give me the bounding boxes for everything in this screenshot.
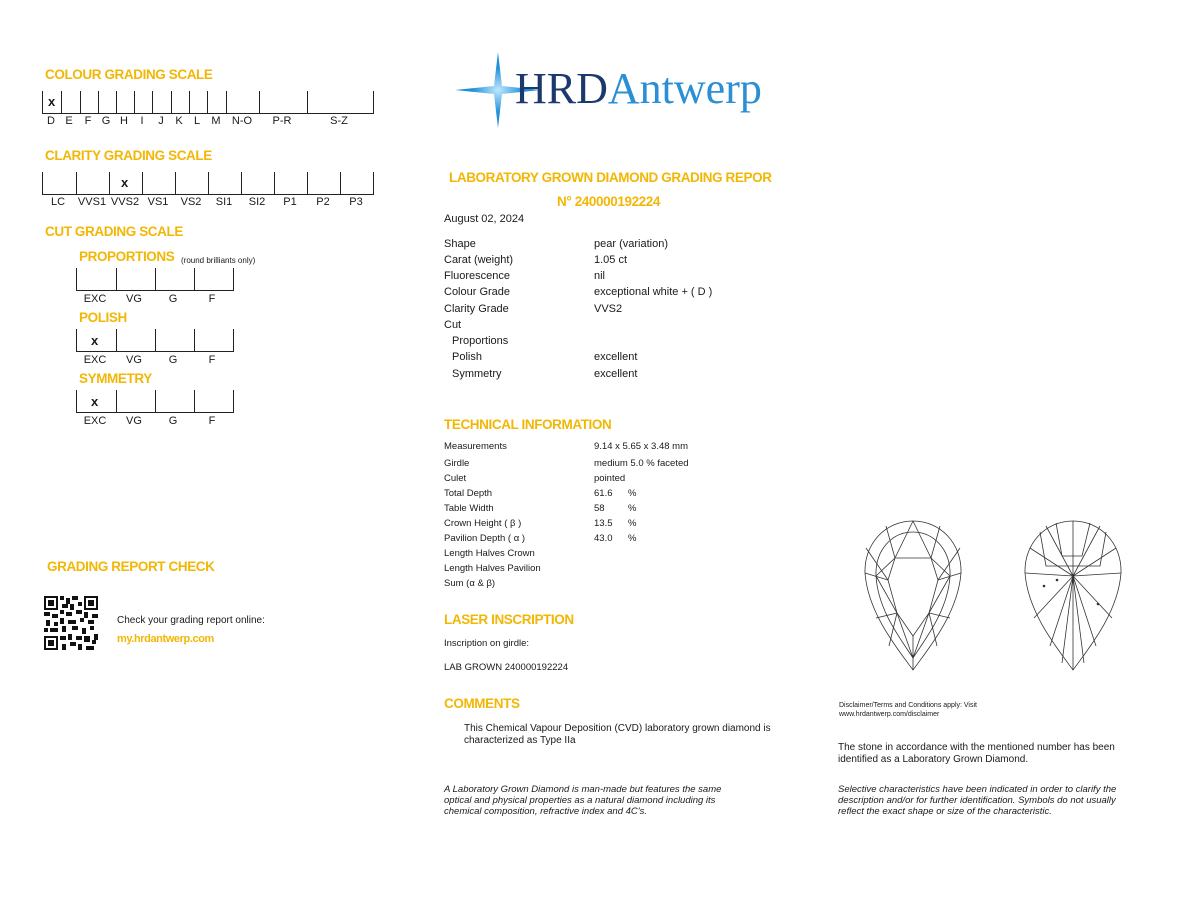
row-label-proportions: Proportions bbox=[452, 335, 509, 347]
grading-check-title: GRADING REPORT CHECK bbox=[47, 559, 215, 574]
comments-text: This Chemical Vapour Deposition (CVD) laboratory grown diamond is characterized as Type IIa bbox=[464, 723, 771, 746]
row-label-cut: Cut bbox=[444, 319, 462, 331]
laser-title: LASER INSCRIPTION bbox=[444, 612, 574, 627]
colour-label: D bbox=[47, 115, 55, 127]
clarity-scale-box bbox=[42, 172, 374, 195]
qr-code-icon[interactable] bbox=[44, 596, 98, 650]
colour-label: L bbox=[193, 115, 201, 127]
tech-label: Table Width bbox=[444, 503, 494, 514]
proportions-title: PROPORTIONS bbox=[79, 249, 175, 264]
cut-label: VG bbox=[126, 354, 142, 366]
row-value-fluorescence: nil bbox=[594, 270, 606, 282]
cut-label: G bbox=[168, 354, 178, 366]
clarity-scale-labels bbox=[42, 196, 382, 210]
row-label-symmetry: Symmetry bbox=[452, 368, 502, 380]
tech-value: medium 5.0 % faceted bbox=[594, 458, 689, 469]
row-value-clarity-grade: VVS2 bbox=[594, 303, 623, 315]
crown-diagram-icon bbox=[862, 518, 964, 672]
tech-label: Sum (α & β) bbox=[444, 578, 496, 589]
clarity-label: P3 bbox=[349, 196, 363, 208]
tech-label: Measurements bbox=[444, 441, 507, 452]
grading-check-link[interactable]: my.hrdantwerp.com bbox=[117, 633, 214, 645]
polish-scale-box bbox=[76, 329, 234, 352]
disclaimer-line1: Disclaimer/Terms and Conditions apply: Visit bbox=[839, 702, 977, 709]
clarity-label: VVS2 bbox=[110, 196, 140, 208]
tech-unit: % bbox=[628, 503, 637, 514]
clarity-label: VS2 bbox=[180, 196, 202, 208]
report-date: August 02, 2024 bbox=[444, 213, 525, 225]
tech-unit: % bbox=[628, 488, 637, 499]
clarity-label: SI2 bbox=[248, 196, 266, 208]
row-label-carat: Carat (weight) bbox=[444, 254, 514, 266]
colour-scale-title: COLOUR GRADING SCALE bbox=[45, 67, 213, 82]
colour-label: G bbox=[101, 115, 111, 127]
logo-text-antwerp: Antwerp bbox=[607, 64, 762, 113]
footnote-left: A Laboratory Grown Diamond is man-made but features the same optical and physical properties as a natural diamond including its chemical composition, refractive index and 4C's. bbox=[444, 784, 722, 817]
colour-label: I bbox=[140, 115, 144, 127]
colour-label: E bbox=[65, 115, 73, 127]
cut-label: EXC bbox=[83, 354, 107, 366]
tech-value: pointed bbox=[594, 473, 626, 484]
tech-value: 61.6 bbox=[594, 488, 613, 499]
hrd-antwerp-logo bbox=[453, 50, 773, 130]
proportions-note: (round brilliants only) bbox=[181, 256, 256, 265]
report-number: N° 240000192224 bbox=[557, 194, 660, 209]
tech-label: Culet bbox=[444, 473, 467, 484]
tech-label: Crown Height ( β ) bbox=[444, 518, 522, 529]
colour-label: K bbox=[175, 115, 183, 127]
identified-text: The stone in accordance with the mentioned number has been identified as a Laboratory Grown Diamond. bbox=[838, 742, 1115, 765]
clarity-label: VS1 bbox=[147, 196, 169, 208]
tech-value: 58 bbox=[594, 503, 605, 514]
disclaimer-link[interactable]: www.hrdantwerp.com/disclaimer bbox=[839, 711, 940, 718]
row-value-colour-grade: exceptional white + ( D ) bbox=[594, 286, 713, 298]
symmetry-title: SYMMETRY bbox=[79, 371, 152, 386]
colour-label: F bbox=[84, 115, 92, 127]
row-value-shape: pear (variation) bbox=[594, 238, 668, 250]
colour-label: J bbox=[158, 115, 164, 127]
tech-unit: % bbox=[628, 533, 637, 544]
polish-labels bbox=[76, 354, 236, 368]
colour-scale-labels bbox=[42, 115, 382, 129]
symmetry-mark: x bbox=[91, 394, 99, 409]
report-title: LABORATORY GROWN DIAMOND GRADING REPOR bbox=[449, 170, 772, 185]
row-label-colour-grade: Colour Grade bbox=[444, 286, 511, 298]
clarity-label: LC bbox=[50, 196, 66, 208]
cut-label: F bbox=[208, 293, 216, 305]
row-label-clarity-grade: Clarity Grade bbox=[444, 303, 509, 315]
tech-label: Length Halves Crown bbox=[444, 548, 535, 559]
tech-label: Total Depth bbox=[444, 488, 493, 499]
cut-label: EXC bbox=[83, 293, 107, 305]
clarity-scale-mark: x bbox=[121, 175, 129, 190]
cut-label: VG bbox=[126, 415, 142, 427]
disclaimer bbox=[839, 701, 977, 719]
colour-scale-mark: x bbox=[48, 94, 56, 109]
clarity-label: SI1 bbox=[215, 196, 233, 208]
laser-value: LAB GROWN 240000192224 bbox=[444, 662, 569, 673]
colour-label: M bbox=[211, 115, 221, 127]
colour-label: S-Z bbox=[330, 115, 348, 127]
pavilion-diagram-icon bbox=[1022, 518, 1124, 672]
technical-title: TECHNICAL INFORMATION bbox=[444, 417, 612, 432]
proportions-scale-box bbox=[76, 268, 234, 291]
proportions-labels bbox=[76, 293, 236, 307]
row-label-shape: Shape bbox=[444, 238, 476, 250]
clarity-scale-title: CLARITY GRADING SCALE bbox=[45, 148, 212, 163]
tech-label: Girdle bbox=[444, 458, 470, 469]
comments-title: COMMENTS bbox=[444, 696, 520, 711]
laser-label: Inscription on girdle: bbox=[444, 638, 530, 649]
footnote-right: Selective characteristics have been indicated in order to clarify the description and/or for further identification. Symbols do not usually reflect the exact shape or size of the characteristic. bbox=[838, 784, 1117, 817]
cut-label: EXC bbox=[83, 415, 107, 427]
clarity-label: VVS1 bbox=[77, 196, 107, 208]
tech-value: 9.14 x 5.65 x 3.48 mm bbox=[594, 441, 688, 452]
symmetry-labels bbox=[76, 415, 236, 429]
row-value-polish: excellent bbox=[594, 351, 638, 363]
cut-label: F bbox=[208, 415, 216, 427]
clarity-label: P2 bbox=[316, 196, 330, 208]
cut-label: VG bbox=[126, 293, 142, 305]
tech-label: Length Halves Pavilion bbox=[444, 563, 541, 574]
polish-title: POLISH bbox=[79, 310, 127, 325]
cut-label: G bbox=[168, 293, 178, 305]
row-value-carat: 1.05 ct bbox=[594, 254, 628, 266]
tech-value: 43.0 bbox=[594, 533, 613, 544]
colour-scale-box bbox=[42, 91, 374, 114]
tech-value: 13.5 bbox=[594, 518, 613, 529]
polish-mark: x bbox=[91, 333, 99, 348]
symmetry-scale-box bbox=[76, 390, 234, 413]
row-label-polish: Polish bbox=[452, 351, 482, 363]
cut-label: G bbox=[168, 415, 178, 427]
cut-label: F bbox=[208, 354, 216, 366]
clarity-label: P1 bbox=[283, 196, 297, 208]
colour-label: H bbox=[120, 115, 128, 127]
row-value-symmetry: excellent bbox=[594, 368, 638, 380]
colour-label: N-O bbox=[231, 115, 253, 127]
grading-check-text: Check your grading report online: bbox=[117, 615, 265, 626]
tech-label: Pavilion Depth ( α ) bbox=[444, 533, 525, 544]
tech-unit: % bbox=[628, 518, 637, 529]
row-label-fluorescence: Fluorescence bbox=[444, 270, 511, 282]
colour-label: P-R bbox=[272, 115, 292, 127]
cut-scale-title: CUT GRADING SCALE bbox=[45, 224, 183, 239]
logo-text-hrd: HRD bbox=[515, 64, 608, 113]
